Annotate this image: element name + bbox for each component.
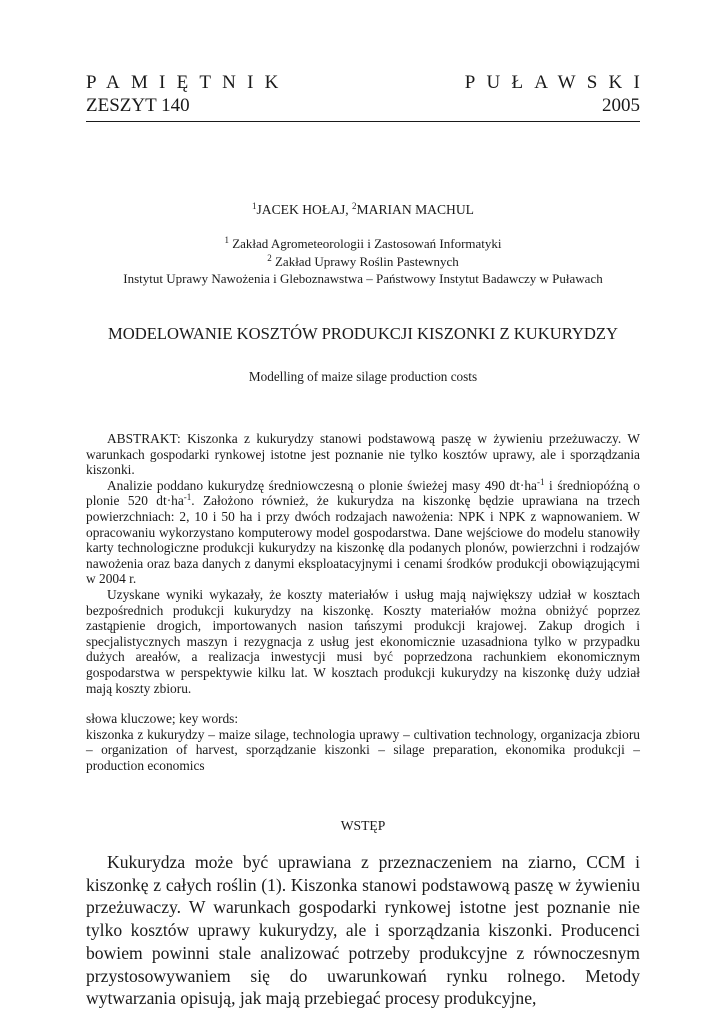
- affiliation-1: [86, 235, 640, 253]
- abstract-paragraph-1: ABSTRAKT: Kiszonka z kukurydzy stanowi podstawową paszę w żywieniu przeżuwaczy. W warunkach gospodarki rynkowej istotne jest poznanie nie tylko kosztów uprawy, ale i sporządzania kiszonki.: [86, 431, 640, 478]
- header-rule: [86, 121, 640, 122]
- affiliation-2-text: Zakład Uprawy Roślin Pastewnych: [271, 253, 459, 269]
- abstract-p2-b: i średniopóźną o plonie 520 dt·ha: [86, 477, 640, 509]
- paper-title: MODELOWANIE KOSZTÓW PRODUKCJI KISZONKI Z KUKURYDZY: [108, 324, 618, 343]
- abstract-p2-a: Analizie poddano kukurydzę średniowczesną o plonie świeżej masy 490 dt·ha: [107, 477, 537, 493]
- keywords-label: słowa kluczowe; key words:: [86, 711, 239, 726]
- keywords-text: kiszonka z kukurydzy – maize silage, technologia uprawy – cultivation technology, organizacja zbioru – organization of harvest, sporządzanie kiszonki – silage preparation, ekonomika produkcji – production economics: [86, 726, 640, 773]
- affiliation-2: [86, 253, 640, 271]
- section-heading: WSTĘP: [340, 818, 386, 833]
- intro-paragraph: Kukurydza może być uprawiana z przeznaczeniem na ziarno, CCM i kiszonkę z całych roślin (1). Kiszonka stanowi podstawową paszę w żywieniu przeżuwaczy. W warunkach gospodarki rynkowej istotne jest poznanie nie tylko kosztów uprawy kukurydzy, ale i sporządzania kiszonki. Producenci bowiem powinni stale analizować potrzeby produkcyjne z równoczesnym przystosowywaniem się do uwarunkowań rynku rolnego. Metody wytwarzania opisują, jak mają przebiegać procesy produkcyjne,: [86, 852, 640, 1009]
- abstract-paragraph-2: [86, 478, 640, 587]
- abstract-p2-sup1: -1: [537, 476, 545, 487]
- keywords: [86, 711, 640, 773]
- intro-body: [86, 851, 640, 1010]
- abstract-paragraph-3: Uzyskane wyniki wykazały, że koszty materiałów i usług mają największy udział w kosztach bezpośrednich produkcji kukurydzy na kiszonkę. Koszty materiałów można obniżyć poprzez zastąpienie drogich, importowanych nasion tańszymi produkcji krajowej. Zakup drogich i specjalistycznych maszyn i rezygnacja z usług jest ekonomicznie uzasadniona tylko w przypadku dużych areałów, a realizacja inwestycji musi być poprzedzona rachunkiem ekonomicznym gospodarstwa w perspektywie kilku lat. W kosztach produkcji kukurydzy na kiszonkę duży udział mają koszty zbioru.: [86, 586, 640, 696]
- affiliation-1-sup: 1: [224, 235, 229, 245]
- abstract: [86, 431, 640, 696]
- affiliation-1-text: Zakład Agrometeorologii i Zastosowań Informatyki: [228, 236, 502, 251]
- authors: [86, 202, 640, 218]
- issue-number: ZESZYT 140: [86, 95, 190, 116]
- author2-sup: 2: [352, 201, 357, 211]
- author1: JACEK HOŁAJ,: [256, 202, 353, 217]
- paper-subtitle: Modelling of maize silage production costs: [248, 369, 478, 384]
- journal-name: [86, 72, 651, 94]
- affiliation-2-sup: 2: [267, 252, 272, 263]
- journal-name-right: PUŁAWSKI: [464, 72, 651, 93]
- author2: MARIAN MACHUL: [356, 202, 474, 217]
- institute: Instytut Uprawy Nawożenia i Gleboznawstwa – Państwowy Instytut Badawczy w Puławach: [123, 271, 603, 286]
- author1-sup: 1: [252, 201, 257, 211]
- issue-line: [86, 95, 640, 117]
- affiliations: [86, 235, 640, 288]
- abstract-p2-c: . Założono również, że kukurydza na kiszonkę będzie uprawiana na trzech powierzchniach: 2, 10 i 50 ha i przy dwóch rodzajach nawożenia: NPK i NPK z wapnowaniem. W opracowaniu wykorzystano komputerowy model gospodarstwa. Dane wejściowe do modelu stanowiły karty technologiczne produkcji kukurydzy na kiszonkę dla podanych plonów, powierzchni i rodzajów nawożenia oraz baza danych z danymi eksploatacyjnymi i cenami środków produkcji obowiązującymi w 2004 r.: [86, 493, 641, 587]
- abstract-p2-sup2: -1: [183, 492, 192, 503]
- issue-year: 2005: [602, 95, 640, 116]
- journal-name-left: PAMIĘTNIK: [86, 72, 290, 93]
